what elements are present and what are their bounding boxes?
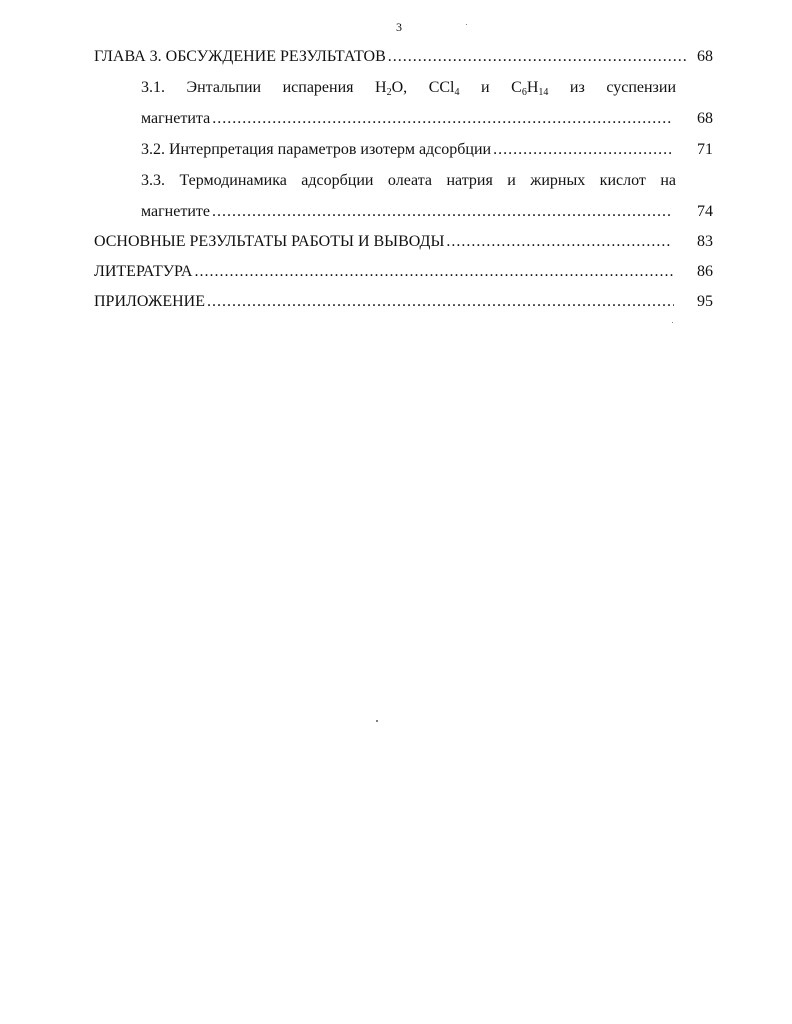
toc-entry-section-3-2	[141, 140, 671, 160]
subscript: 4	[454, 87, 460, 98]
dot-leader	[212, 109, 673, 129]
toc-entry-title-part: из суспензии	[548, 79, 676, 96]
toc-entry-section-3-1	[141, 78, 676, 98]
toc-entry-title-part: O, CCl	[391, 79, 455, 96]
toc-entry-title: 3.3. Термодинамика адсорбции олеата натрия и жирных кислот на	[141, 172, 676, 189]
toc-page-number: 86	[697, 263, 713, 280]
toc-entry-section-3-1-continuation	[141, 109, 673, 129]
dot-leader	[388, 47, 687, 67]
scan-speck	[376, 720, 378, 722]
toc-entry-literature	[94, 262, 674, 282]
toc-page-number: 95	[697, 293, 713, 310]
dot-leader	[207, 292, 674, 312]
dot-leader	[212, 202, 671, 222]
dot-leader	[194, 262, 674, 282]
toc-page-number: 68	[697, 110, 713, 127]
subscript: 6	[521, 87, 527, 98]
toc-entry-section-3-3-continuation	[141, 202, 671, 222]
toc-entry-title-part: и C	[459, 79, 522, 96]
toc-entry-title-part: H	[526, 79, 539, 96]
toc-page-number: 83	[697, 233, 713, 250]
toc-entry-results	[94, 232, 672, 252]
toc-entry-title: ГЛАВА 3. ОБСУЖДЕНИЕ РЕЗУЛЬТАТОВ	[94, 48, 386, 65]
toc-entry-title: ЛИТЕРАТУРА	[94, 263, 193, 280]
toc-page-number: 68	[697, 48, 713, 65]
page-number: 3	[396, 20, 402, 34]
toc-entry-title-part: 3.1. Энтальпии испарения H	[141, 79, 387, 96]
toc-entry-appendix	[94, 292, 674, 312]
toc-entry-title: ПРИЛОЖЕНИЕ	[94, 293, 206, 310]
toc-entry-title: магнетита	[141, 110, 211, 127]
dot-leader	[493, 140, 671, 160]
scan-speck	[466, 24, 467, 25]
subscript: 2	[386, 87, 392, 98]
toc-entry-title: ОСНОВНЫЕ РЕЗУЛЬТАТЫ РАБОТЫ И ВЫВОДЫ	[94, 233, 445, 250]
toc-page-number: 71	[697, 141, 713, 158]
toc-entry-chapter-3	[94, 47, 687, 67]
toc-entry-title: магнетите	[141, 203, 210, 220]
toc-page-number: 74	[697, 203, 713, 220]
toc-entry-section-3-3	[141, 171, 676, 191]
dot-leader	[446, 232, 672, 252]
toc-entry-title: 3.2. Интерпретация параметров изотерм адсорбции	[141, 141, 492, 158]
scan-speck	[672, 322, 673, 323]
subscript: 14	[538, 87, 549, 98]
